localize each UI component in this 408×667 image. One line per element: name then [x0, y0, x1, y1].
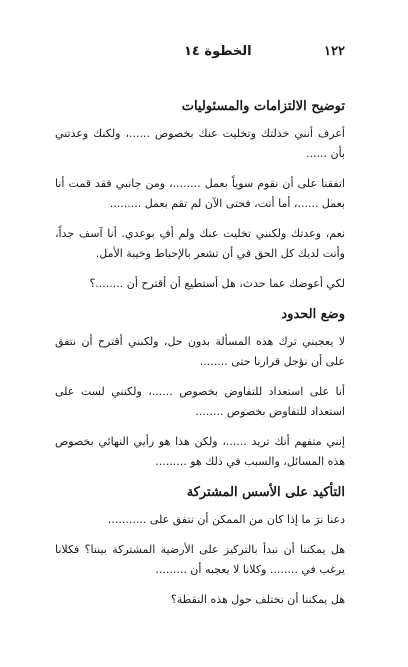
section-common-ground	[55, 482, 345, 610]
section-heading: وضع الحدود	[281, 307, 345, 322]
paragraph: نعم، وعدتك ولكنني تخليت عنك ولم أفِ بوعدي. أنا آسف جداً، وأنت لديك كل الحق في أن تشعر بالإحباط وخيبة الأمل.	[55, 227, 345, 260]
section-heading: التأكيد على الأسس المشتركة	[186, 485, 345, 500]
paragraph: لكي أعوضك عما حدث، هل أستطيع أن أقترح أن ........؟	[89, 277, 345, 290]
section-heading: توضيح الالتزامات والمسئوليات	[181, 99, 345, 114]
paragraph: اتفقنا على أن نقوم سوياً بعمل ........، ومن جانبي فقد قمت أنا بعمل ......، أما أنت، فحتى الآن لم تقم بعمل .........	[55, 177, 345, 210]
paragraph: دعنا نرَ ما إذا كان من الممكن أن نتفق على ...........	[107, 513, 345, 526]
paragraph: لا يعجبني ترك هذه المسألة بدون حل، ولكنني أقترح أن نتفق على أن نؤجل قرارنا حتى ........	[55, 335, 345, 368]
paragraph: أعرف أنني خذلتك وتخليت عنك بخصوص ......، ولكنك وعدتني بأن ......	[55, 127, 345, 160]
page-body	[55, 96, 345, 620]
chapter-title: الخطوة ١٤	[184, 44, 252, 59]
paragraph: هل يمكننا أن نختلف حول هذه النقطة؟	[170, 593, 345, 606]
section-set-boundaries	[55, 304, 345, 472]
page-number: ١٢٢	[324, 44, 345, 59]
paragraph: أنا على استعداد للتفاوض بخصوص ......، ولكنني لست على استعداد للتفاوض بخصوص ........	[55, 385, 345, 418]
section-clarify-commitments	[55, 96, 345, 294]
paragraph: إنني متفهم أنك تريد ......، ولكن هذا هو رأيي النهائي بخصوص هذه المسائل، والسبب في ذلك هو .........	[55, 435, 345, 468]
page-header	[60, 44, 345, 66]
paragraph: هل يمكننا أن نبدأ بالتركيز على الأرضية المشتركة بيننا؟ فكلانا يرغب في ........ وكلانا لا يعجبه أن .........	[55, 543, 345, 576]
